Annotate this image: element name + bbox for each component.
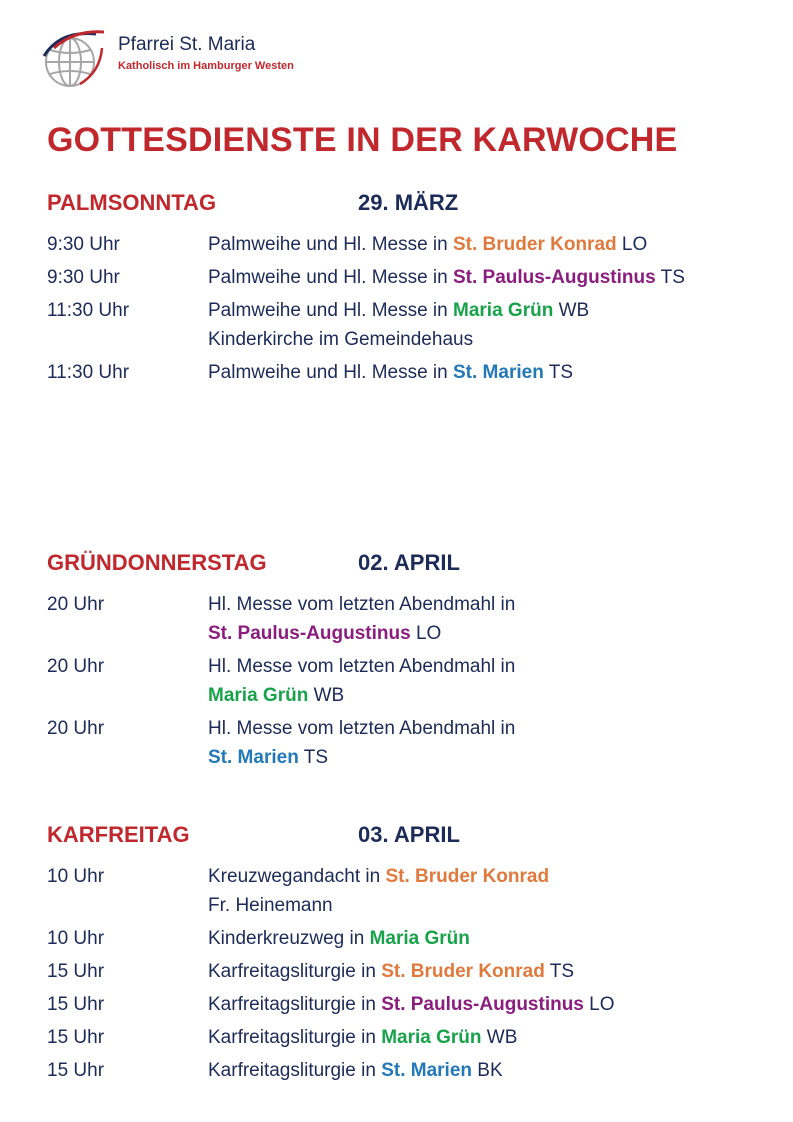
service-note: Kinderkirche im Gemeindehaus (208, 329, 474, 350)
celebrant-code: LO (589, 994, 615, 1015)
parish-tagline: Katholisch im Hamburger Westen (118, 60, 294, 72)
service-time: 15 Uhr (47, 961, 105, 982)
service-description (208, 862, 549, 920)
celebrant-code: WB (558, 300, 590, 321)
church-name: Maria Grün (208, 685, 309, 706)
service-line (208, 652, 515, 681)
service-text: Hl. Messe vom letzten Abendmahl in (208, 594, 516, 615)
day-section (47, 190, 767, 391)
day-date: 29. MÄRZ (358, 190, 459, 215)
parish-name: Pfarrei St. Maria (118, 34, 256, 55)
service-entry (47, 924, 767, 953)
celebrant-code: WB (486, 1027, 518, 1048)
church-name: St. Marien (381, 1060, 473, 1081)
celebrant-code: LO (415, 623, 442, 644)
day-date: 02. APRIL (358, 550, 460, 575)
globe-swoosh-logo-icon (40, 26, 108, 92)
service-description (208, 652, 515, 710)
service-line (208, 296, 589, 325)
service-entry (47, 862, 767, 920)
service-line (208, 1023, 517, 1052)
service-description (208, 230, 647, 259)
service-text: Palmweihe und Hl. Messe in (208, 300, 448, 321)
church-name: St. Bruder Konrad (453, 234, 617, 255)
day-name: KARFREITAG (47, 822, 190, 847)
church-name: St. Bruder Konrad (381, 961, 545, 982)
service-text: Karfreitagsliturgie in (208, 1060, 376, 1081)
service-time: 11:30 Uhr (47, 300, 130, 321)
service-time: 11:30 Uhr (47, 362, 130, 383)
service-line (208, 990, 615, 1019)
service-line (208, 714, 515, 743)
church-name: St. Paulus-Augustinus (453, 267, 656, 288)
service-text: Karfreitagsliturgie in (208, 994, 376, 1015)
day-section (47, 550, 767, 776)
day-name: GRÜNDONNERSTAG (47, 550, 267, 575)
celebrant-code: TS (548, 362, 574, 383)
celebrant-code: TS (303, 747, 329, 768)
service-entry (47, 263, 767, 292)
header (40, 26, 400, 96)
day-header (47, 550, 767, 580)
service-text: Kinderkreuzweg in (208, 928, 365, 949)
service-line (208, 891, 549, 920)
celebrant-code: LO (621, 234, 648, 255)
service-description (208, 1056, 503, 1085)
service-description (208, 358, 573, 387)
church-name: St. Bruder Konrad (385, 866, 550, 887)
service-entry (47, 652, 767, 710)
service-line (208, 325, 589, 354)
service-entry (47, 714, 767, 772)
service-line (208, 862, 549, 891)
service-description (208, 590, 515, 648)
service-entry (47, 1023, 767, 1052)
service-line (208, 681, 515, 710)
church-name: Maria Grün (381, 1027, 482, 1048)
service-entry (47, 990, 767, 1019)
service-time: 20 Uhr (47, 594, 105, 615)
service-time: 15 Uhr (47, 1060, 105, 1081)
service-description (208, 263, 685, 292)
service-text: Palmweihe und Hl. Messe in (208, 267, 448, 288)
day-name: PALMSONNTAG (47, 190, 217, 215)
service-time: 9:30 Uhr (47, 267, 120, 288)
church-name: St. Paulus-Augustinus (208, 623, 411, 644)
service-line (208, 924, 470, 953)
service-time: 15 Uhr (47, 1027, 105, 1048)
service-line (208, 263, 685, 292)
church-name: St. Paulus-Augustinus (381, 994, 584, 1015)
service-line (208, 230, 647, 259)
service-text: Karfreitagsliturgie in (208, 961, 376, 982)
service-time: 10 Uhr (47, 928, 105, 949)
day-section (47, 822, 767, 1089)
service-entry (47, 957, 767, 986)
service-text: Hl. Messe vom letzten Abendmahl in (208, 718, 516, 739)
celebrant-code: TS (660, 267, 685, 288)
service-time: 9:30 Uhr (47, 234, 120, 255)
service-line (208, 619, 515, 648)
service-description (208, 990, 615, 1019)
service-entry (47, 358, 767, 387)
service-line (208, 743, 515, 772)
day-header (47, 190, 767, 220)
service-entry (47, 1056, 767, 1085)
service-text: Karfreitagsliturgie in (208, 1027, 376, 1048)
service-line (208, 590, 515, 619)
service-time: 20 Uhr (47, 718, 105, 739)
service-time: 10 Uhr (47, 866, 105, 887)
celebrant-code: BK (477, 1060, 503, 1081)
service-description (208, 714, 515, 772)
service-description (208, 296, 589, 354)
service-line (208, 957, 574, 986)
service-description (208, 924, 470, 953)
service-description (208, 1023, 517, 1052)
church-name: Maria Grün (453, 300, 554, 321)
service-note: Fr. Heinemann (208, 895, 333, 916)
page-title: GOTTESDIENSTE IN DER KARWOCHE (47, 121, 678, 159)
service-line (208, 358, 573, 387)
day-header (47, 822, 767, 852)
service-text: Palmweihe und Hl. Messe in (208, 234, 448, 255)
celebrant-code: TS (549, 961, 575, 982)
service-time: 20 Uhr (47, 656, 105, 677)
service-entry (47, 590, 767, 648)
church-name: Maria Grün (369, 928, 470, 949)
celebrant-code: WB (313, 685, 345, 706)
day-date: 03. APRIL (358, 822, 460, 847)
church-name: St. Marien (208, 747, 299, 768)
service-text: Kreuzwegandacht in (208, 866, 381, 887)
service-description (208, 957, 574, 986)
service-text: Hl. Messe vom letzten Abendmahl in (208, 656, 516, 677)
service-entry (47, 230, 767, 259)
service-time: 15 Uhr (47, 994, 105, 1015)
service-line (208, 1056, 503, 1085)
service-text: Palmweihe und Hl. Messe in (208, 362, 448, 383)
service-entry (47, 296, 767, 354)
church-name: St. Marien (453, 362, 544, 383)
